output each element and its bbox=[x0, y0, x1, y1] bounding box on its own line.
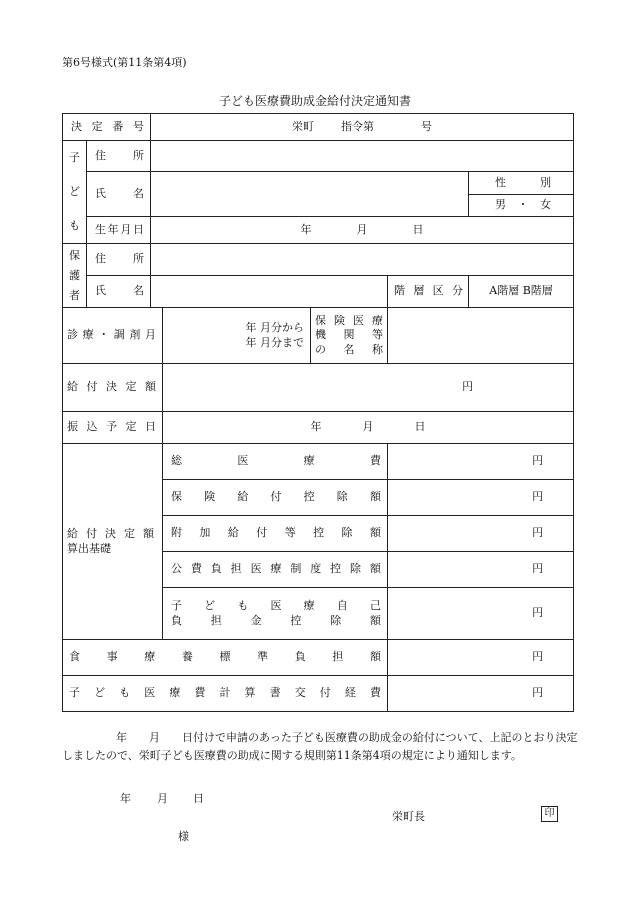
basis-item-label-0 bbox=[163, 444, 388, 480]
institution-value[interactable] bbox=[388, 308, 574, 364]
basis-item-value-3[interactable] bbox=[388, 552, 574, 588]
row-child-name-a bbox=[63, 172, 574, 195]
transfer-year: 年 bbox=[310, 420, 322, 434]
label-char: 名 bbox=[133, 284, 144, 298]
basis-item-value-0[interactable] bbox=[388, 444, 574, 480]
label-char: 医 bbox=[270, 599, 282, 613]
vertical-label-char: ど bbox=[69, 185, 80, 198]
label-char: 男 bbox=[495, 198, 506, 212]
label-char: 号 bbox=[132, 119, 144, 133]
label-char: 給 bbox=[67, 527, 78, 541]
basis-item-value-1[interactable] bbox=[388, 480, 574, 516]
form-number: 第6号様式(第11条第4項) bbox=[62, 56, 187, 69]
label-char: 制 bbox=[290, 562, 302, 576]
row-guardian-name bbox=[63, 276, 574, 308]
addressee-suffix: 様 bbox=[178, 830, 189, 843]
label-char: 住 bbox=[95, 148, 106, 162]
document-title: 子ども医療費助成金給付決定通知書 bbox=[218, 94, 411, 108]
label-char: 診 bbox=[67, 328, 78, 342]
basis-unit-2: 円 bbox=[532, 526, 544, 540]
decision-number-chars bbox=[63, 120, 150, 134]
label-char: 剤 bbox=[129, 328, 141, 342]
label-char: 保 bbox=[171, 490, 182, 504]
vertical-label-char: 者 bbox=[69, 288, 80, 302]
birth-month: 月 bbox=[356, 222, 368, 236]
basis-unit-1: 円 bbox=[532, 490, 544, 504]
meal-cost-label bbox=[63, 640, 388, 676]
label-char: 住 bbox=[95, 252, 106, 266]
guardian-name-value[interactable] bbox=[151, 276, 388, 308]
vertical-label-char: 保 bbox=[69, 248, 80, 262]
sex-label bbox=[469, 172, 574, 195]
notice-form-table bbox=[62, 113, 574, 712]
label-char: 付 bbox=[270, 490, 282, 504]
label-char: 除 bbox=[341, 526, 353, 540]
basis-item-chars-3 bbox=[163, 562, 387, 576]
row-child-address bbox=[63, 141, 574, 172]
birthdate-label bbox=[87, 217, 151, 244]
birthdate-value[interactable] bbox=[151, 217, 574, 244]
row-treatment bbox=[63, 308, 574, 364]
notice-date-year: 年 bbox=[120, 792, 131, 805]
label-char: 給 bbox=[227, 526, 239, 540]
payment-amount-chars bbox=[63, 380, 162, 394]
label-char: 療 bbox=[82, 328, 94, 342]
label-char: 担 bbox=[210, 613, 222, 627]
guardian-address-value[interactable] bbox=[151, 244, 574, 276]
label-char: 療 bbox=[303, 454, 315, 468]
label-char: 定 bbox=[125, 380, 137, 394]
label-char: の bbox=[315, 342, 326, 356]
label-char: ・ bbox=[517, 198, 529, 212]
label-char: 金 bbox=[250, 613, 262, 627]
label-char: 額 bbox=[370, 650, 381, 664]
label-char: 月 bbox=[120, 222, 132, 236]
institution-line-1 bbox=[311, 314, 387, 328]
label-char: 日 bbox=[132, 222, 144, 236]
label-char: 等 bbox=[372, 328, 383, 342]
label-char: 性 bbox=[495, 175, 506, 189]
meal-cost-value[interactable] bbox=[388, 640, 574, 676]
seal-stamp: 印 bbox=[541, 806, 558, 822]
label-char: 養 bbox=[181, 650, 193, 664]
label-char: 額 bbox=[143, 527, 154, 541]
label-char: 費 bbox=[194, 686, 206, 700]
label-char: 書 bbox=[269, 686, 281, 700]
label-char: 除 bbox=[330, 613, 342, 627]
label-char: 療 bbox=[169, 686, 181, 700]
label-char: 機 bbox=[315, 328, 326, 342]
child-name-value[interactable] bbox=[151, 172, 469, 217]
label-char: 度 bbox=[310, 562, 322, 576]
label-char: 準 bbox=[257, 650, 269, 664]
label-char: 定 bbox=[91, 119, 103, 133]
label-char: 出 bbox=[78, 541, 89, 555]
basis-item-4-line-1 bbox=[163, 599, 387, 613]
row-meal-cost bbox=[63, 640, 574, 676]
label-char: 担 bbox=[230, 562, 242, 576]
guardian-address-label bbox=[87, 244, 151, 276]
label-char: 女 bbox=[540, 198, 552, 212]
label-char: 関 bbox=[343, 328, 355, 342]
label-char: 自 bbox=[336, 599, 348, 613]
label-char: 子 bbox=[69, 686, 80, 700]
tier-options[interactable]: A階層 B階層 bbox=[469, 276, 574, 308]
child-name-label bbox=[87, 172, 151, 217]
label-char: 決 bbox=[106, 380, 117, 394]
decision-number-label bbox=[63, 114, 151, 141]
label-char: 除 bbox=[336, 490, 348, 504]
label-char: 費 bbox=[369, 454, 381, 468]
label-char: 加 bbox=[199, 526, 211, 540]
label-char: 交 bbox=[294, 686, 306, 700]
transfer-date-label bbox=[63, 412, 163, 444]
tier-label bbox=[388, 276, 469, 308]
treatment-to: 年 月分まで bbox=[245, 335, 304, 349]
birthdate-chars bbox=[87, 223, 150, 237]
label-char: 区 bbox=[432, 284, 444, 298]
meal-cost-unit: 円 bbox=[532, 650, 544, 664]
label-char: 込 bbox=[86, 420, 98, 434]
label-char: 負 bbox=[171, 613, 182, 627]
row-guardian-address bbox=[63, 244, 574, 276]
label-char: 公 bbox=[171, 562, 182, 576]
issuer-name: 栄町長 bbox=[392, 810, 425, 823]
label-char: も bbox=[119, 686, 131, 700]
label-char: 付 bbox=[86, 380, 98, 394]
label-char: 費 bbox=[190, 562, 202, 576]
label-char: 所 bbox=[133, 252, 144, 266]
label-char: 振 bbox=[67, 420, 78, 434]
decision-number-value[interactable] bbox=[151, 114, 574, 141]
label-char: 年 bbox=[107, 222, 119, 236]
payment-amount-label bbox=[63, 364, 163, 412]
label-char: 総 bbox=[171, 454, 182, 468]
basis-item-chars-0 bbox=[163, 454, 387, 468]
label-char: 月 bbox=[144, 328, 156, 342]
label-char: 負 bbox=[294, 650, 306, 664]
label-char: 標 bbox=[219, 650, 231, 664]
basis-item-4-line-2 bbox=[163, 614, 387, 628]
basis-item-label-1 bbox=[163, 480, 388, 516]
label-char: 額 bbox=[369, 613, 381, 627]
label-char: 定 bbox=[125, 420, 137, 434]
label-char: ど bbox=[204, 599, 216, 613]
label-char: 額 bbox=[369, 526, 381, 540]
basis-item-label-3 bbox=[163, 552, 388, 588]
sex-option-chars bbox=[469, 198, 573, 212]
transfer-date-chars bbox=[63, 420, 162, 434]
label-char: 療 bbox=[144, 650, 156, 664]
treatment-month-label bbox=[63, 308, 163, 364]
decision-suffix: 号 bbox=[421, 119, 433, 133]
label-char: ・ bbox=[98, 328, 110, 342]
basis-label bbox=[63, 444, 163, 640]
label-char: 医 bbox=[237, 454, 249, 468]
label-char: 険 bbox=[204, 490, 216, 504]
treatment-month-value[interactable] bbox=[163, 308, 311, 364]
label-char: 療 bbox=[270, 562, 282, 576]
basis-unit-4: 円 bbox=[532, 606, 544, 620]
label-char: 算 bbox=[67, 541, 78, 555]
label-char: 決 bbox=[105, 527, 116, 541]
label-char: 事 bbox=[106, 650, 118, 664]
vertical-label-char: 護 bbox=[69, 268, 80, 282]
label-char: 己 bbox=[369, 599, 381, 613]
transfer-month: 月 bbox=[362, 420, 374, 434]
row-child-birthdate bbox=[63, 217, 574, 244]
label-char: 控 bbox=[290, 613, 302, 627]
label-char: 称 bbox=[372, 342, 383, 356]
row-payment-amount bbox=[63, 364, 574, 412]
label-char: 算 bbox=[244, 686, 256, 700]
label-char: 担 bbox=[332, 650, 344, 664]
basis-item-label-2 bbox=[163, 516, 388, 552]
child-address-chars bbox=[87, 149, 150, 163]
row-statement-fee bbox=[63, 676, 574, 712]
label-char: 氏 bbox=[95, 284, 106, 298]
label-char: 費 bbox=[369, 686, 381, 700]
row-decision-number bbox=[63, 114, 574, 141]
basis-unit-3: 円 bbox=[532, 562, 544, 576]
label-char: 付 bbox=[86, 527, 97, 541]
statement-fee-label bbox=[63, 676, 388, 712]
treatment-month-chars bbox=[63, 328, 162, 342]
label-char: 険 bbox=[334, 314, 345, 328]
label-char: 計 bbox=[219, 686, 231, 700]
row-transfer-date bbox=[63, 412, 574, 444]
basis-item-label-4 bbox=[163, 588, 388, 640]
decision-town: 栄町 bbox=[292, 119, 315, 133]
child-address-label bbox=[87, 141, 151, 172]
basis-unit-0: 円 bbox=[532, 454, 544, 468]
vertical-label-char: も bbox=[69, 219, 80, 232]
label-char: 付 bbox=[319, 686, 331, 700]
basis-item-chars-1 bbox=[163, 490, 387, 504]
label-char: 医 bbox=[353, 314, 364, 328]
basis-line-2 bbox=[63, 542, 162, 556]
child-address-value[interactable] bbox=[151, 141, 574, 172]
statement-fee-chars bbox=[63, 686, 387, 700]
transfer-day: 日 bbox=[414, 420, 426, 434]
child-name-chars bbox=[87, 187, 150, 201]
statement-fee-value[interactable] bbox=[388, 676, 574, 712]
label-char: 負 bbox=[210, 562, 222, 576]
label-char: 等 bbox=[284, 526, 296, 540]
label-char: 控 bbox=[330, 562, 342, 576]
label-char: 生 bbox=[95, 222, 106, 236]
label-char: 医 bbox=[144, 686, 156, 700]
label-char: 氏 bbox=[95, 186, 106, 200]
label-char: 給 bbox=[67, 380, 78, 394]
vertical-label-char: 子 bbox=[69, 151, 80, 164]
label-char: 療 bbox=[372, 314, 383, 328]
notice-date-day: 日 bbox=[193, 792, 204, 805]
treatment-from: 年 月分から bbox=[245, 321, 304, 335]
label-char: 食 bbox=[69, 650, 80, 664]
label-char: 別 bbox=[540, 175, 552, 189]
sex-options[interactable] bbox=[469, 195, 574, 217]
meal-cost-chars bbox=[63, 650, 387, 664]
label-char: 層 bbox=[413, 284, 425, 298]
label-char: 控 bbox=[303, 490, 315, 504]
label-char: 名 bbox=[133, 186, 144, 200]
label-char: ど bbox=[94, 686, 106, 700]
guardian-name-chars bbox=[87, 284, 150, 298]
birth-year: 年 bbox=[300, 222, 312, 236]
child-section-label bbox=[63, 141, 87, 244]
label-char: 番 bbox=[112, 119, 124, 133]
label-char: 療 bbox=[303, 599, 315, 613]
label-char: 名 bbox=[343, 342, 355, 356]
sex-label-chars bbox=[469, 176, 573, 190]
guardian-address-chars bbox=[87, 252, 150, 266]
label-char: 付 bbox=[256, 526, 268, 540]
basis-item-value-4[interactable] bbox=[388, 588, 574, 640]
basis-item-chars-2 bbox=[163, 526, 387, 540]
statement-fee-unit: 円 bbox=[532, 686, 544, 700]
guardian-section-label bbox=[63, 244, 87, 308]
label-char: 額 bbox=[145, 380, 156, 394]
label-char: 保 bbox=[315, 314, 326, 328]
payment-amount-unit: 円 bbox=[462, 380, 474, 394]
label-char: 定 bbox=[124, 527, 135, 541]
label-char: 給 bbox=[237, 490, 249, 504]
label-char: 階 bbox=[394, 284, 405, 298]
label-char: 調 bbox=[113, 328, 125, 342]
institution-label bbox=[311, 308, 388, 364]
label-char: 日 bbox=[145, 420, 156, 434]
tier-label-chars bbox=[388, 284, 468, 298]
basis-item-value-2[interactable] bbox=[388, 516, 574, 552]
institution-line-3 bbox=[311, 343, 387, 357]
label-char: 分 bbox=[451, 284, 463, 298]
notice-date-month: 月 bbox=[157, 792, 168, 805]
label-char: 基 bbox=[89, 541, 100, 555]
label-char: 額 bbox=[369, 562, 381, 576]
label-char: 控 bbox=[313, 526, 325, 540]
label-char: 経 bbox=[344, 686, 356, 700]
label-char: も bbox=[237, 599, 249, 613]
guardian-name-label bbox=[87, 276, 151, 308]
label-char: 医 bbox=[250, 562, 262, 576]
payment-amount-value[interactable] bbox=[163, 364, 574, 412]
birth-day: 日 bbox=[412, 222, 424, 236]
label-char: 子 bbox=[171, 599, 182, 613]
basis-line-1 bbox=[63, 527, 162, 541]
label-char: 所 bbox=[133, 148, 144, 162]
label-char: 決 bbox=[71, 119, 82, 133]
label-char: 附 bbox=[171, 526, 182, 540]
row-basis-total bbox=[63, 444, 574, 480]
label-char: 除 bbox=[350, 562, 362, 576]
label-char: 予 bbox=[106, 420, 117, 434]
institution-line-2 bbox=[311, 328, 387, 342]
decision-order: 指令第 bbox=[341, 119, 375, 133]
label-char: 礎 bbox=[100, 541, 111, 555]
notice-text: 年 月 日付けで申請のあった子ども医療費の助成金の給付について、上記のとおり決定しましたので、栄町子ども医療費の助成に関する規則第11条第4項の規定により通知します。 bbox=[62, 731, 578, 762]
label-char: 額 bbox=[369, 490, 381, 504]
transfer-date-value[interactable] bbox=[163, 412, 574, 444]
